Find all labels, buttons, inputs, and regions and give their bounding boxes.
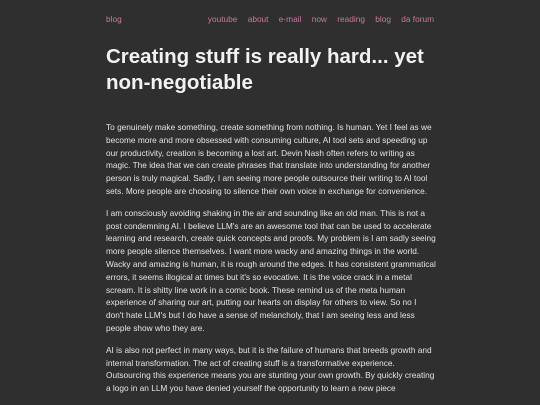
post-paragraph: I am consciously avoiding shaking in the air and sounding like an old man. This is not a post condemning AI. I believe LLM's are an awesome tool that can be used to accelerate learning and research, create quick concepts and proofs. My problem is I am sadly seeing more people silence themselves. I want more wacky and amazing things in the world. Wacky and amazing is human, it is rough around the edges. It has consistent grammatical errors, it seems illogical at times but it's so evocative. It is the voice crack in a metal scream. It is shitty line work in a comic book. These remind us of the meta human experience of sharing our art, putting our hearts on display for others to view. So no I don't hate LLM's but I do have a sense of melancholy, that I am seeing less and less people show who they are. xyxy=(106,207,436,333)
nav-link-blog[interactable]: blog xyxy=(375,14,391,24)
nav-link-email[interactable]: e-mail xyxy=(278,14,302,24)
nav-home-link[interactable]: blog xyxy=(106,14,122,24)
nav-link-about[interactable]: about xyxy=(247,14,269,24)
nav-link-reading[interactable]: reading xyxy=(337,14,365,24)
post-body xyxy=(106,121,436,404)
post-title: Creating stuff is really hard... yet non-negotiable xyxy=(106,45,424,94)
top-nav xyxy=(106,14,434,26)
nav-link-forum[interactable]: da forum xyxy=(401,14,434,24)
post-paragraph: To genuinely make something, create something from nothing. Is human. Yet I feel as we become more and more obsessed with consuming culture, AI tool sets and speeding up our productivity, creation is becoming a lost art. Devin Nash often refers to writing as magic. The idea that we can create phrases that translate into understanding for another person is truly magical. Sadly, I am seeing more people outsource their writing to AI tool sets. More people are choosing to silence their own voice in exchange for convenience. xyxy=(106,122,432,196)
post-paragraph: AI is also not perfect in many ways, but it is the failure of humans that breeds growth and internal transformation. The act of creating stuff is a transformative experience. Outsourcing this experience means you are stunting your own growth. By quickly creating a logo in an LLM you have denied yourself the opportunity to learn a new piece xyxy=(106,344,435,394)
nav-link-youtube[interactable]: youtube xyxy=(207,14,238,24)
nav-links xyxy=(208,14,434,24)
nav-link-now[interactable]: now xyxy=(311,14,327,24)
